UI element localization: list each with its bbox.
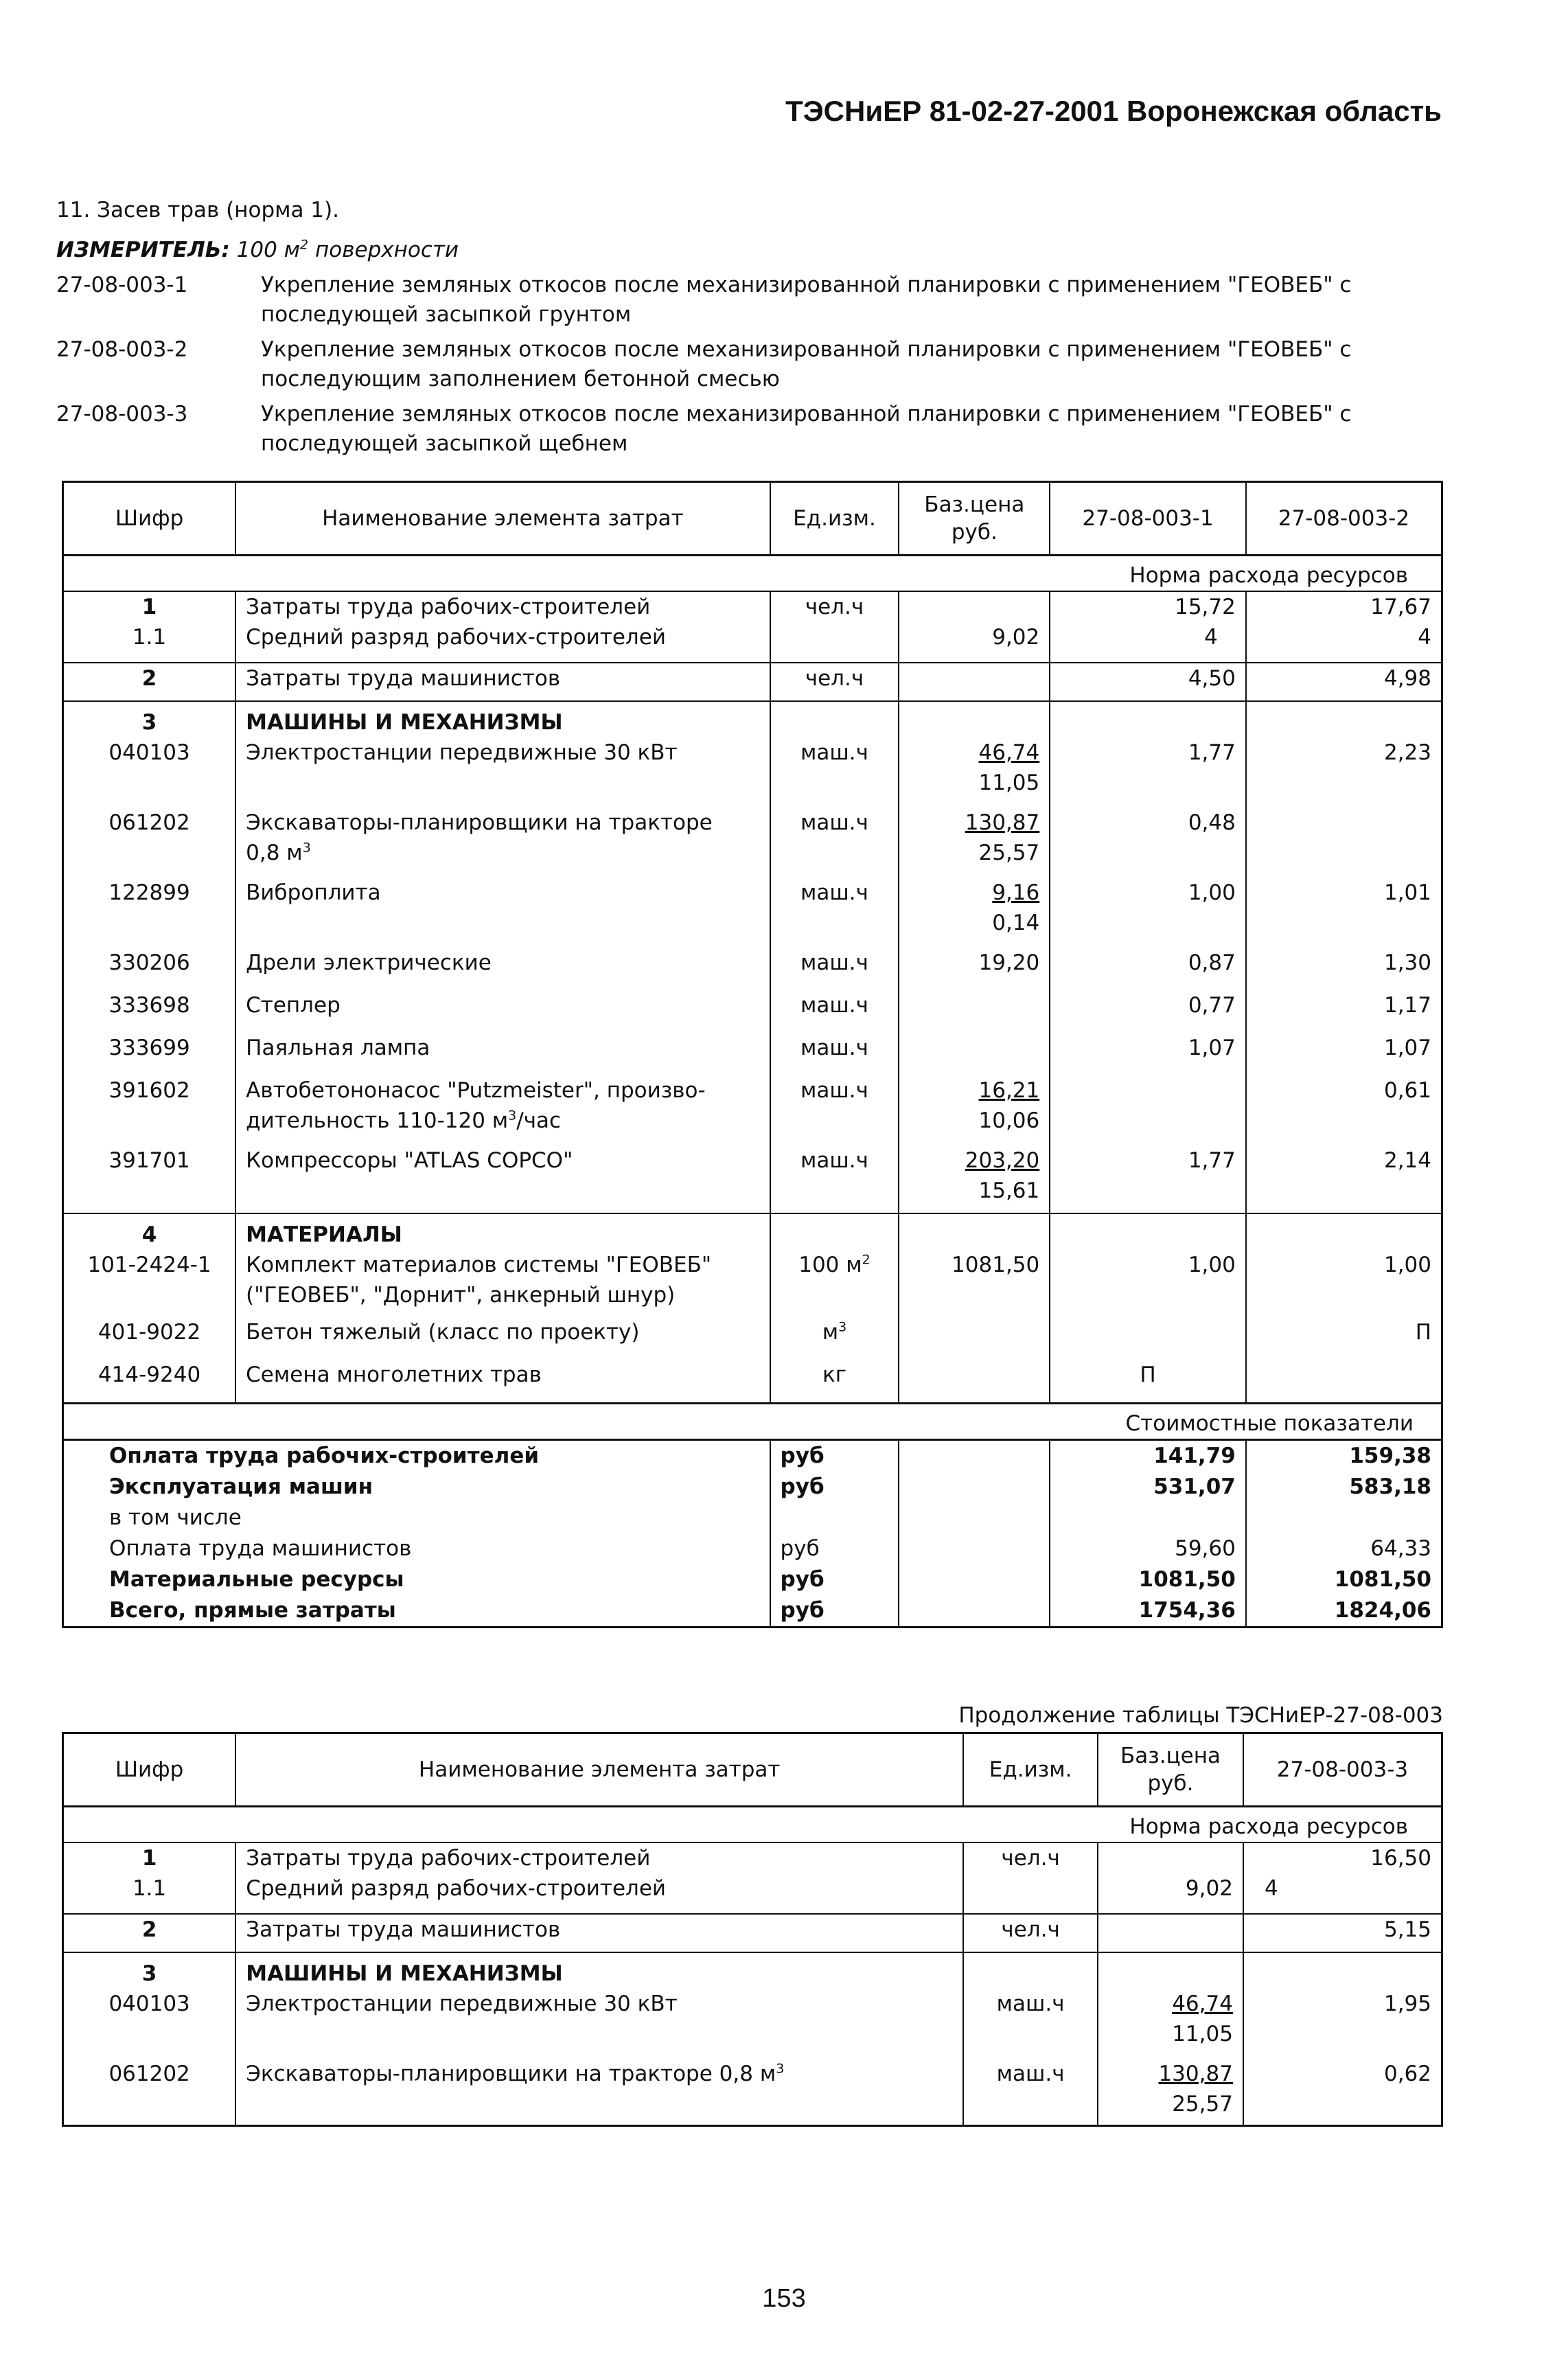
row-name: Паяльная лампа: [235, 1033, 770, 1075]
code-id: 27-08-003-2: [56, 337, 188, 362]
row-v1: 1,77: [1188, 1148, 1236, 1173]
row-v1: [1050, 1075, 1246, 1145]
row-unit: маш.ч: [800, 810, 868, 835]
row-name: Средний разряд рабочих-строителей: [235, 1873, 963, 1914]
page-number: 153: [762, 2284, 806, 2313]
row-name-line-1: Автобетононасос "Putzmeister", произво-: [246, 1078, 706, 1103]
norm-label: Норма расхода ресурсов: [63, 556, 1442, 592]
price-labor: 25,57: [1172, 2092, 1233, 2116]
row-v2: 1,17: [1246, 990, 1442, 1033]
row-unit-sup: 3: [838, 1319, 847, 1335]
row-code: 1: [141, 595, 157, 619]
price-total: 203,20: [965, 1148, 1040, 1173]
row-name-line-2b: /час: [516, 1108, 562, 1133]
row-name: Затраты труда машинистов: [235, 663, 770, 701]
row-name-line-2: 0,8 м: [246, 841, 303, 865]
cost-v2: 1824,06: [1334, 1598, 1431, 1623]
row-price: [899, 738, 1050, 808]
row-v1: [1243, 1952, 1442, 1989]
row-v2: 0,61: [1246, 1075, 1442, 1145]
row-unit: [770, 1213, 899, 1250]
row-name: Компрессоры "ATLAS COPCO": [235, 1145, 770, 1213]
header-price-1: Баз.цена: [924, 492, 1025, 517]
cost-row: [63, 1503, 1442, 1533]
row-code: 101-2424-1: [87, 1253, 211, 1277]
row-name: Дрели электрические: [235, 948, 770, 990]
header-shifr: Шифр: [63, 1733, 236, 1807]
row-price: 9,02: [899, 622, 1050, 663]
table-row: [63, 1989, 1442, 2059]
row-price: [899, 663, 1050, 701]
row-code: 061202: [108, 810, 190, 835]
row-v1: 1,00: [1188, 880, 1236, 905]
cost-empty: [899, 1533, 1050, 1564]
row-name: Затраты труда машинистов: [235, 1914, 963, 1952]
row-unit: маш.ч: [800, 950, 868, 975]
row-code: 2: [63, 663, 236, 701]
cost-empty: [899, 1440, 1050, 1472]
cost-unit: руб: [770, 1440, 899, 1472]
cost-unit: руб: [770, 1472, 899, 1503]
row-name-line-2: ("ГЕОВЕБ", "Дорнит", анкерный шнур): [246, 1283, 676, 1308]
row-unit: [963, 1873, 1098, 1914]
row-code: 040103: [108, 740, 190, 765]
cost-v1: 1081,50: [1050, 1564, 1246, 1595]
header-shifr: Шифр: [63, 482, 236, 556]
header-price-1: Баз.цена: [1120, 1744, 1221, 1768]
meter-value: 100 м: [236, 238, 301, 262]
row-v1: П: [1140, 1362, 1156, 1387]
cost-row: [63, 1595, 1442, 1628]
price-total: 46,74: [978, 740, 1040, 765]
row-v1: 1,00: [1188, 1253, 1236, 1277]
row-v2: [1246, 1213, 1442, 1250]
row-v1: 5,15: [1243, 1914, 1442, 1952]
row-price: [1098, 1914, 1243, 1952]
row-v1: 4: [1204, 625, 1218, 650]
table-row: [63, 622, 1442, 663]
row-name-line-2: дительность 110-120 м: [246, 1108, 509, 1133]
table-row: [63, 1213, 1442, 1250]
row-price: 19,20: [899, 948, 1050, 990]
cost-v2: [1246, 1503, 1442, 1533]
table-row: [63, 663, 1442, 701]
row-price: [1098, 1952, 1243, 1989]
table-row: [63, 1075, 1442, 1145]
cost-name: Оплата труда рабочих-строителей: [109, 1443, 540, 1468]
row-v2: 2,14: [1246, 1145, 1442, 1213]
row-name-text: Экскаваторы-планировщики на тракторе 0,8 м: [246, 2062, 776, 2086]
row-code: 040103: [108, 1991, 190, 2016]
row-code: 330206: [108, 950, 190, 975]
header-price-2: руб.: [1147, 1771, 1194, 1796]
row-name: Затраты труда рабочих-строителей: [235, 591, 770, 622]
price-total: 46,74: [1172, 1991, 1233, 2016]
row-price: [899, 1317, 1050, 1360]
row-unit: [770, 622, 899, 663]
row-code: 401-9022: [97, 1320, 201, 1345]
cost-v1: 59,60: [1050, 1533, 1246, 1564]
row-v2: 4,98: [1246, 663, 1442, 701]
row-code: 1.1: [132, 1876, 167, 1901]
code-desc: Укрепление земляных откосов после механизированной планировки с применением "ГЕОВЕБ" с последующим заполнением бетонной смесью: [261, 337, 1352, 391]
row-v1: 1,77: [1188, 740, 1236, 765]
cost-empty: [899, 1472, 1050, 1503]
cost-unit: руб: [770, 1564, 899, 1595]
meter-line: [56, 238, 459, 262]
cost-row: [63, 1472, 1442, 1503]
code-id: 27-08-003-1: [56, 273, 188, 297]
row-price: 9,02: [1098, 1873, 1243, 1914]
table-row: [63, 738, 1442, 808]
norm-label: Норма расхода ресурсов: [63, 1807, 1442, 1843]
price-total: 130,87: [965, 810, 1040, 835]
row-name: Виброплита: [235, 878, 770, 948]
row-code: 3: [63, 1952, 236, 1989]
table-row: [63, 2059, 1442, 2126]
row-price: [899, 701, 1050, 738]
row-code: 3: [63, 701, 236, 738]
row-v2: [1246, 701, 1442, 738]
table-row: [63, 1952, 1442, 1989]
row-price: [899, 808, 1050, 878]
table-row: [63, 1914, 1442, 1952]
row-name: МАШИНЫ И МЕХАНИЗМЫ: [235, 701, 770, 738]
meter-rest: поверхности: [308, 238, 459, 262]
cost-name: Оплата труда машинистов: [109, 1536, 412, 1561]
table-row: [63, 1033, 1442, 1075]
row-name: МАШИНЫ И МЕХАНИЗМЫ: [235, 1952, 963, 1989]
row-unit: маш.ч: [800, 993, 868, 1018]
cost-unit: руб: [770, 1595, 899, 1628]
row-v1: 0,87: [1188, 950, 1236, 975]
section-title: 11. Засев трав (норма 1).: [56, 198, 340, 222]
price-labor: 11,05: [978, 770, 1040, 795]
code-desc: Укрепление земляных откосов после механизированной планировки с применением "ГЕОВЕБ" с последующей засыпкой грунтом: [261, 273, 1352, 327]
row-unit-text: 100 м: [798, 1253, 862, 1277]
header-price: [1098, 1733, 1243, 1807]
price-labor: 15,61: [978, 1178, 1040, 1203]
row-code: 333699: [108, 1036, 190, 1060]
price-total: 16,21: [978, 1078, 1040, 1103]
meter-label: ИЗМЕРИТЕЛЬ:: [56, 238, 230, 262]
row-code: 391602: [108, 1078, 190, 1103]
row-name: [235, 808, 770, 878]
cost-v2: 159,38: [1349, 1443, 1431, 1468]
row-code: 4: [63, 1213, 236, 1250]
cost-v2: 1081,50: [1334, 1567, 1431, 1592]
cost-name: в том числе: [109, 1505, 242, 1530]
cost-header-row: [63, 1404, 1442, 1440]
table-row: [63, 701, 1442, 738]
table-row: [63, 990, 1442, 1033]
row-unit-sup: 2: [862, 1252, 871, 1268]
table-row: [63, 878, 1442, 948]
meter-sup: 2: [300, 237, 309, 253]
code-item: [56, 335, 1443, 394]
row-unit: маш.ч: [800, 1036, 868, 1060]
row-price: [899, 1360, 1050, 1404]
row-price: [1098, 1989, 1243, 2059]
row-name: Затраты труда рабочих-строителей: [235, 1842, 963, 1873]
row-unit: [770, 1250, 899, 1317]
cost-v2: 64,33: [1370, 1536, 1431, 1561]
table-header: [63, 1733, 1442, 1807]
row-v1: 16,50: [1370, 1846, 1431, 1871]
cost-name: Эксплуатация машин: [109, 1474, 373, 1499]
row-code: 1: [141, 1846, 157, 1871]
row-v1: 0,62: [1383, 2062, 1431, 2086]
row-v1: 1,95: [1383, 1991, 1431, 2016]
row-name: Степлер: [235, 990, 770, 1033]
code-item: [56, 400, 1443, 459]
row-v2: 17,67: [1246, 591, 1442, 622]
table-row: [63, 1317, 1442, 1360]
row-code: 333698: [108, 993, 190, 1018]
price-labor: 11,05: [1172, 2022, 1233, 2046]
row-code: 2: [63, 1914, 236, 1952]
row-price: [899, 1075, 1050, 1145]
row-unit: маш.ч: [800, 1148, 868, 1173]
norm-row: [63, 556, 1442, 592]
row-name-sup: 3: [302, 840, 311, 856]
row-unit: маш.ч: [800, 740, 868, 765]
row-name: [235, 1250, 770, 1317]
row-name-line-1: Экскаваторы-планировщики на тракторе: [246, 810, 713, 835]
row-v2: 1,30: [1246, 948, 1442, 990]
row-unit: чел.ч: [1001, 1846, 1060, 1871]
header-col-2: 27-08-003-2: [1246, 482, 1442, 556]
row-unit: чел.ч: [805, 595, 864, 619]
cost-unit: [770, 1503, 899, 1533]
row-code: 414-9240: [97, 1362, 201, 1387]
row-name-sup: 3: [508, 1108, 517, 1123]
row-name: [235, 1075, 770, 1145]
table-row: [63, 1145, 1442, 1213]
row-name: Электростанции передвижные 30 кВт: [235, 738, 770, 808]
row-unit: чел.ч: [963, 1914, 1098, 1952]
cost-name: Всего, прямые затраты: [109, 1598, 396, 1623]
cost-empty: [899, 1564, 1050, 1595]
header-name: Наименование элемента затрат: [235, 482, 770, 556]
row-v2: 4: [1246, 622, 1442, 663]
row-v1: [1050, 1213, 1246, 1250]
row-unit: кг: [822, 1362, 846, 1387]
row-unit: маш.ч: [800, 1078, 868, 1103]
row-v1: 1,07: [1188, 1036, 1236, 1060]
table-row: [63, 808, 1442, 878]
price-labor: 0,14: [992, 911, 1040, 935]
cost-unit: руб: [770, 1533, 899, 1564]
row-code: 122899: [108, 880, 190, 905]
header-name: Наименование элемента затрат: [235, 1733, 963, 1807]
price-total: 9,16: [992, 880, 1040, 905]
row-price: 1081,50: [899, 1250, 1050, 1317]
table-header: [63, 482, 1442, 556]
row-price: [1098, 2059, 1243, 2126]
cost-empty: [899, 1595, 1050, 1628]
row-v1: 15,72: [1175, 595, 1236, 619]
cost-v2: 583,18: [1349, 1474, 1431, 1499]
page-header: ТЭСНиЕР 81-02-27-2001 Воронежская область: [785, 95, 1442, 127]
row-price: [899, 1213, 1050, 1250]
row-v2: П: [1246, 1317, 1442, 1360]
resource-table-2: [62, 1732, 1443, 2127]
row-name: Средний разряд рабочих-строителей: [235, 622, 770, 663]
row-name: [235, 2059, 963, 2126]
row-unit: [963, 1952, 1098, 1989]
row-name-sup: 3: [776, 2061, 785, 2077]
table-row: [63, 1250, 1442, 1317]
row-price: [899, 1033, 1050, 1075]
code-item: [56, 271, 1443, 330]
cost-v1: 1754,36: [1050, 1595, 1246, 1628]
row-v2: 1,01: [1246, 878, 1442, 948]
row-v2: 2,23: [1246, 738, 1442, 808]
row-v1: [1050, 1317, 1246, 1360]
table-row: [63, 1873, 1442, 1914]
table-row: [63, 948, 1442, 990]
row-code: 391701: [108, 1148, 190, 1173]
cost-v1: 531,07: [1050, 1472, 1246, 1503]
code-id: 27-08-003-3: [56, 402, 188, 426]
row-v1: 0,77: [1188, 993, 1236, 1018]
continuation-label: Продолжение таблицы ТЭСНиЕР-27-08-003: [958, 1703, 1443, 1728]
row-v2: 1,00: [1246, 1250, 1442, 1317]
row-price: [899, 591, 1050, 622]
row-v2: 1,07: [1246, 1033, 1442, 1075]
header-price: [899, 482, 1050, 556]
row-name: Бетон тяжелый (класс по проекту): [235, 1317, 770, 1360]
header-unit: Ед.изм.: [770, 482, 899, 556]
cost-name: Материальные ресурсы: [109, 1567, 404, 1592]
row-code: 061202: [108, 2062, 190, 2086]
table-row: [63, 1360, 1442, 1404]
resource-table-1: [62, 481, 1443, 1628]
row-unit: [770, 701, 899, 738]
row-name-line-1: Комплект материалов системы "ГЕОВЕБ": [246, 1253, 712, 1277]
row-price: [899, 1145, 1050, 1213]
row-unit: маш.ч: [996, 2062, 1065, 2086]
row-unit: чел.ч: [770, 663, 899, 701]
cost-empty: [899, 1503, 1050, 1533]
row-name: МАТЕРИАЛЫ: [235, 1213, 770, 1250]
row-v1: 4,50: [1050, 663, 1246, 701]
header-col-1: 27-08-003-3: [1243, 1733, 1442, 1807]
header-col-1: 27-08-003-1: [1050, 482, 1246, 556]
price-total: 130,87: [1158, 2062, 1233, 2086]
row-unit: маш.ч: [800, 880, 868, 905]
table-row: [63, 591, 1442, 622]
row-v1: 0,48: [1188, 810, 1236, 835]
price-labor: 25,57: [978, 841, 1040, 865]
table-row: [63, 1842, 1442, 1873]
row-unit: [770, 1317, 899, 1360]
row-unit: маш.ч: [996, 1991, 1065, 2016]
cost-row: [63, 1533, 1442, 1564]
row-name: Электростанции передвижные 30 кВт: [235, 1989, 963, 2059]
header-unit: Ед.изм.: [963, 1733, 1098, 1807]
cost-row: [63, 1564, 1442, 1595]
row-unit-text: м: [822, 1320, 839, 1345]
cost-label: Стоимостные показатели: [63, 1404, 1442, 1440]
row-v2: [1246, 1360, 1442, 1404]
cost-v1: 141,79: [1050, 1440, 1246, 1472]
norm-row: [63, 1807, 1442, 1843]
price-labor: 10,06: [978, 1108, 1040, 1133]
row-v1: [1050, 701, 1246, 738]
row-price: [899, 990, 1050, 1033]
row-v1: 4: [1264, 1876, 1278, 1901]
row-price: [899, 878, 1050, 948]
row-code: 1.1: [132, 625, 167, 650]
cost-v1: [1050, 1503, 1246, 1533]
cost-row: [63, 1440, 1442, 1472]
row-name: Семена многолетних трав: [235, 1360, 770, 1404]
header-price-2: руб.: [951, 520, 998, 545]
code-desc: Укрепление земляных откосов после механизированной планировки с применением "ГЕОВЕБ" с последующей засыпкой щебнем: [261, 402, 1352, 456]
code-list: [56, 271, 1443, 464]
row-v2: [1246, 808, 1442, 878]
row-price: [1098, 1842, 1243, 1873]
